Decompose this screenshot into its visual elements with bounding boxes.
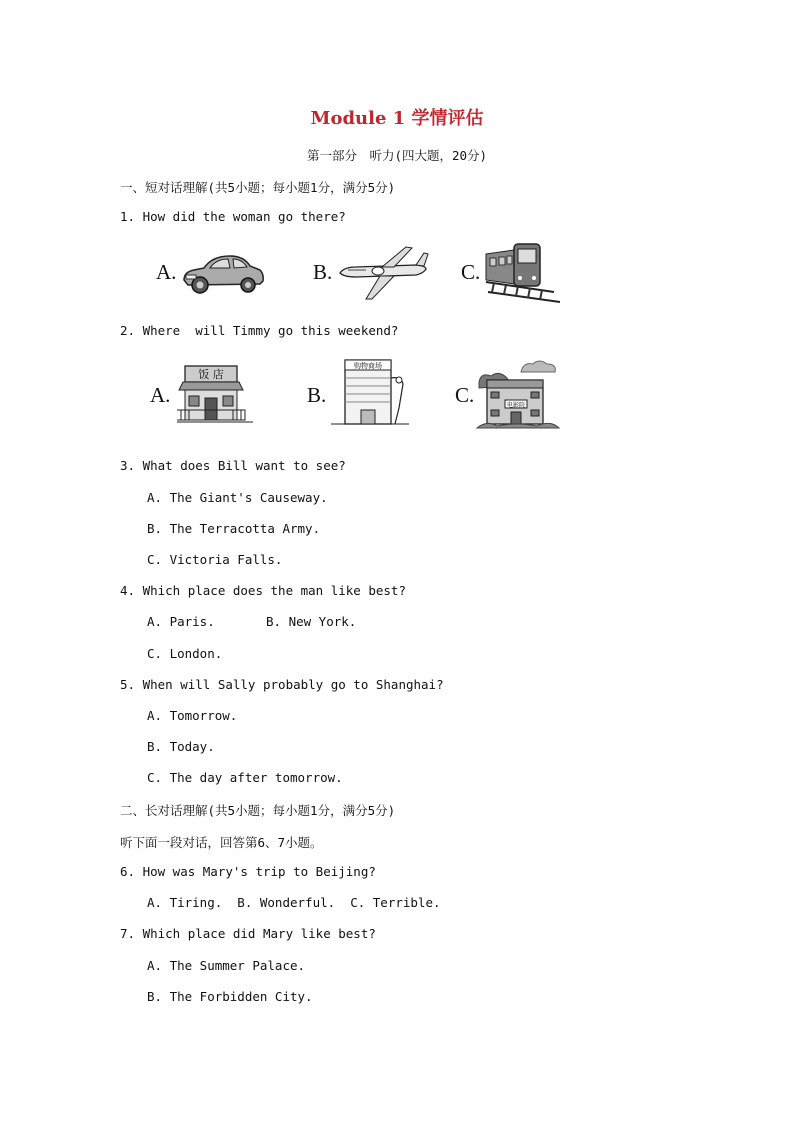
q5-option-b: B. Today. — [147, 739, 215, 754]
q4-option-b: B. New York. — [266, 614, 357, 629]
mall-sign: 购物商场 — [354, 362, 382, 370]
question-5: 5. When will Sally probably go to Shanghai? — [120, 677, 444, 692]
q4-option-c: C. London. — [147, 646, 223, 661]
shopping-mall-icon — [331, 358, 411, 428]
q3-option-b: B. The Terracotta Army. — [147, 521, 321, 536]
q3-option-c: C. Victoria Falls. — [147, 552, 283, 567]
section-heading-1: 一、短对话理解(共5小题；每小题1分，满分5分) — [120, 180, 396, 195]
q7-option-a: A. The Summer Palace. — [147, 958, 306, 973]
question-4: 4. Which place does the man like best? — [120, 583, 406, 598]
q2-option-a-label: A. — [150, 383, 171, 407]
question-6: 6. How was Mary's trip to Beijing? — [120, 864, 376, 879]
cinema-sign: 电影院 — [506, 402, 526, 409]
page-title: Module 1 学情评估 — [310, 108, 484, 129]
airplane-icon — [336, 245, 430, 301]
q4-option-a: A. Paris. — [147, 614, 215, 629]
q1-option-a-label: A. — [156, 260, 177, 284]
q5-option-c: C. The day after tomorrow. — [147, 770, 343, 785]
instruction: 听下面一段对话，回答第6、7小题。 — [120, 835, 323, 850]
q7-option-b: B. The Forbidden City. — [147, 989, 313, 1004]
part-heading: 第一部分 听力(四大题，20分) — [306, 148, 488, 163]
question-2: 2. Where will Timmy go this weekend? — [120, 323, 399, 338]
q2-option-b-label: B. — [307, 383, 327, 407]
restaurant-sign: 饭 店 — [198, 368, 224, 381]
q2-option-c-label: C. — [455, 383, 475, 407]
q3-option-a: A. The Giant's Causeway. — [147, 490, 328, 505]
car-icon — [180, 248, 266, 296]
section-heading-2: 二、长对话理解(共5小题；每小题1分，满分5分) — [120, 803, 396, 818]
train-icon — [484, 240, 564, 304]
q1-option-b-label: B. — [313, 260, 333, 284]
q1-option-c-label: C. — [461, 260, 481, 284]
question-1: 1. How did the woman go there? — [120, 209, 346, 224]
q5-option-a: A. Tomorrow. — [147, 708, 238, 723]
q6-options: A. Tiring. B. Wonderful. C. Terrible. — [147, 895, 441, 910]
restaurant-icon — [177, 360, 255, 426]
question-7: 7. Which place did Mary like best? — [120, 926, 376, 941]
cinema-icon — [477, 356, 561, 430]
question-3: 3. What does Bill want to see? — [120, 458, 346, 473]
